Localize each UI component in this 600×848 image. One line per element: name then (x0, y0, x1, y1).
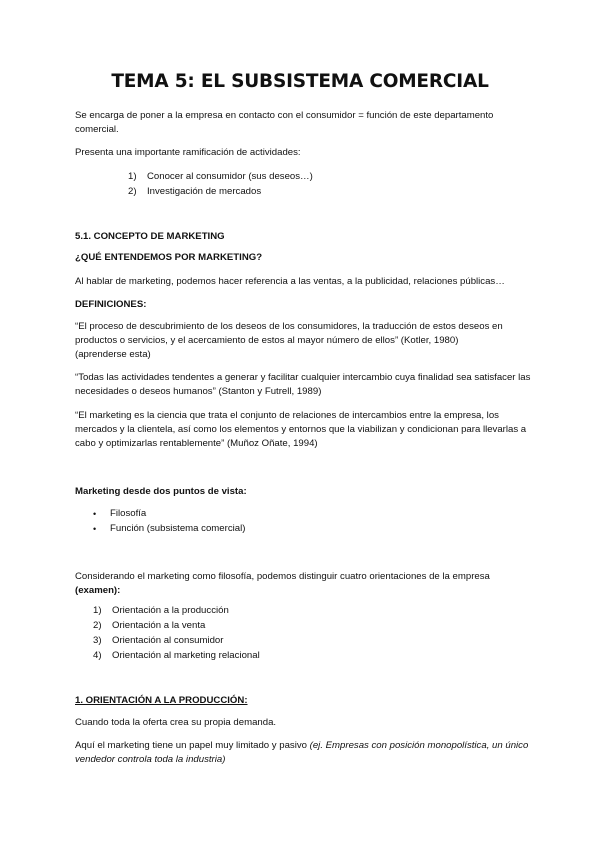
production-heading: 1. ORIENTACIÓN A LA PRODUCCIÓN: (75, 695, 248, 706)
list-item-text: Orientación a la venta (112, 620, 206, 631)
document-title: TEMA 5: EL SUBSISTEMA COMERCIAL (111, 71, 489, 92)
ramification-intro: Presenta una importante ramificación de actividades: (75, 147, 301, 158)
list-item-text: Función (subsistema comercial) (110, 523, 246, 534)
list-number: 1) (93, 605, 102, 616)
definitions-label: DEFINICIONES: (75, 299, 147, 310)
viewpoints-label: Marketing desde dos puntos de vista: (75, 486, 247, 497)
list-item-text: Orientación al marketing relacional (112, 650, 260, 661)
production-paragraph-2 (75, 739, 535, 767)
list-item-text: Orientación a la producción (112, 605, 229, 616)
production-paragraph-1: Cuando toda la oferta crea su propia demanda. (75, 717, 277, 728)
bullet-icon: • (93, 524, 97, 534)
bullet-icon: • (93, 509, 97, 519)
list-number: 1) (128, 171, 137, 182)
list-number: 2) (93, 620, 102, 631)
list-number: 2) (128, 186, 137, 197)
orientations-intro-text: Considerando el marketing como filosofía, podemos distinguir cuatro orientaciones de la empresa (75, 571, 490, 582)
exam-note: (examen): (75, 585, 121, 596)
definition-2: “Todas las actividades tendentes a generar y facilitar cualquier intercambio cuya finalidad sea satisfacer las necesidades o deseos humanos” (Stanton y Futrell, 1989) (75, 372, 531, 397)
production-example: (ej. Empresas con posición monopolística, un único vendedor controla toda la industria) (75, 740, 529, 765)
definition-1-note: (aprenderse esta) (75, 349, 151, 360)
list-item-text: Filosofía (110, 508, 147, 519)
question-answer: Al hablar de marketing, podemos hacer referencia a las ventas, a la publicidad, relaciones públicas… (75, 276, 505, 287)
production-paragraph-2-text: Aquí el marketing tiene un papel muy limitado y pasivo (75, 740, 307, 751)
list-number: 4) (93, 650, 102, 661)
intro-paragraph: Se encarga de poner a la empresa en contacto con el consumidor = función de este departamento comercial. (75, 110, 494, 135)
definition-3: “El marketing es la ciencia que trata el conjunto de relaciones de intercambios entre la empresa, los mercados y la clientela, así como los elementos y entornos que la viabilizan y condicionan para llevarlas a cabo y optimizarlas rentablemente” (Muñoz Oñate, 1994) (75, 410, 527, 449)
list-item-text: Investigación de mercados (147, 186, 262, 197)
list-number: 3) (93, 635, 102, 646)
definition-1: “El proceso de descubrimiento de los deseos de los consumidores, la traducción de estos deseos en productos o servicios, y el acercamiento de estos al mayor número de ellos” (Kotler, 1980) (75, 321, 503, 346)
orientations-intro (75, 570, 545, 598)
list-item-text: Orientación al consumidor (112, 635, 224, 646)
section-heading: 5.1. CONCEPTO DE MARKETING (75, 231, 225, 242)
list-item-text: Conocer al consumidor (sus deseos…) (147, 171, 313, 182)
question-heading: ¿QUÉ ENTENDEMOS POR MARKETING? (75, 252, 263, 263)
